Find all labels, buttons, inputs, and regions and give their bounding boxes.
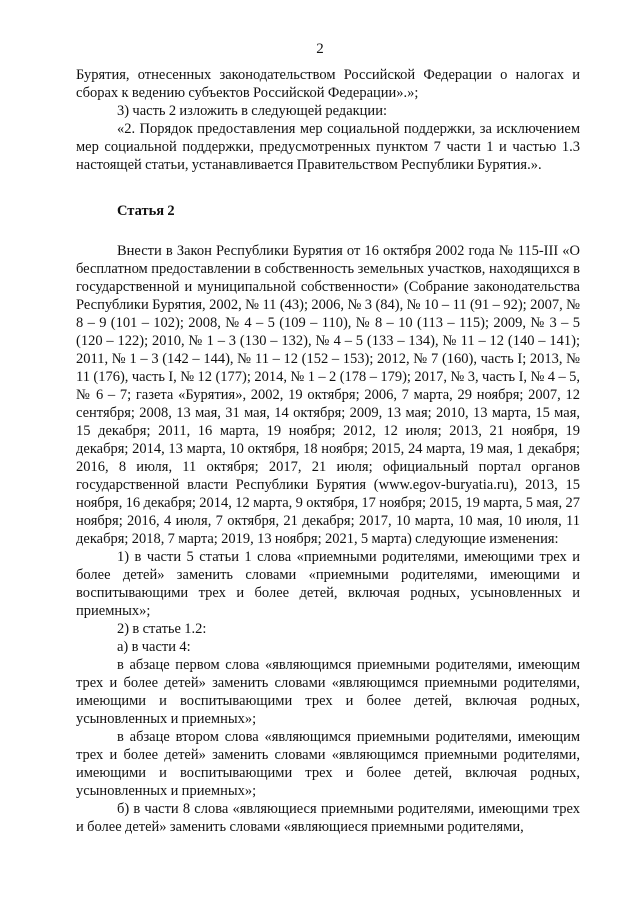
paragraph-subitem-b: б) в части 8 слова «являющиеся приемными родителями, имеющими трех и более детей» заменить словами «являющиеся приемными родителями,: [76, 801, 580, 835]
paragraph-abzac-1: в абзаце первом слова «являющимся приемными родителями, имеющим трех и более детей» заменить словами «являющимся приемными родителями, имеющими и воспитывающими трех и более детей, включая родных, усыновленных и приемных»;: [76, 657, 580, 727]
paragraph-item-2: 2) в статье 1.2:: [117, 621, 207, 637]
paragraph-subitem-a: а) в части 4:: [117, 639, 191, 655]
paragraph-amendment-intro: Внести в Закон Республики Бурятия от 16 октября 2002 года № 115-III «О бесплатном предоставлении в собственность земельных участков, находящихся в государственной и муниципальной собственности» (Собрание законодательства Республики Бурятия, 2002, № 11 (43); 2006, № 3 (84), № 10 – 11 (91 – 92); 2007, № 8 – 9 (101 – 102); 2008, № 4 – 5 (109 – 110), № 8 – 10 (113 – 115); 2009, № 3 – 5 (120 – 122); 2010, № 1 – 3 (130 – 132), № 4 – 5 (133 – 134), № 11 – 12 (140 – 141); 2011, № 1 – 3 (142 – 144), № 11 – 12 (152 – 153); 2012, № 7 (160), часть I; 2013, № 11 (176), часть I, № 12 (177); 2014, № 1 – 2 (178 – 179); 2017, № 3, часть I, № 4 – 5, № 6 – 7; газета «Бурятия», 2002, 19 октября; 2006, 7 марта, 29 ноября; 2007, 12 сентября; 2008, 13 мая, 31 мая, 14 октября; 2009, 13 мая; 2010, 13 марта, 15 мая, 15 декабря; 2011, 16 марта, 19 ноября; 2012, 12 июля; 2013, 21 ноября, 19 декабря; 2014, 13 марта, 10 октября, 18 ноября; 2015, 24 марта, 19 мая, 1 декабря; 2016, 8 июля, 11 октября; 2017, 21 июля; официальный портал органов государственной власти Республики Бурятия (www.egov-buryatia.ru), 2013, 15 ноября, 16 декабря; 2014, 12 марта, 9 октября, 17 ноября; 2015, 19 марта, 5 мая, 27 ноября; 2016, 4 июля, 7 октября, 21 декабря; 2017, 10 марта, 10 мая, 10 июля, 11 декабря; 2018, 7 марта; 2019, 13 ноября; 2021, 5 марта) следующие изменения:: [76, 243, 580, 547]
paragraph-item-1: 1) в части 5 статьи 1 слова «приемными родителями, имеющими трех и более детей» заменить словами «приемными родителями, имеющими и воспитывающими трех и более детей, включая родных, усыновленных и приемных»;: [76, 549, 580, 619]
document-body: [76, 66, 580, 836]
paragraph-quote: «2. Порядок предоставления мер социальной поддержки, за исключением мер социальной поддержки, предусмотренных пунктом 7 части 1 и частью 1.3 настоящей статьи, устанавливается Правительством Республики Бурятия.».: [76, 121, 580, 173]
paragraph-continuation: Бурятия, отнесенных законодательством Российской Федерации о налогах и сборах к ведению субъектов Российской Федерации».»;: [76, 67, 580, 101]
page-number: 2: [316, 41, 324, 57]
paragraph-item-3: 3) часть 2 изложить в следующей редакции:: [117, 103, 387, 119]
paragraph-abzac-2: в абзаце втором слова «являющимся приемными родителями, имеющим трех и более детей» заменить словами «являющимся приемными родителями, имеющими и воспитывающими трех и более детей, включая родных, усыновленных и приемных»;: [76, 729, 580, 799]
article-heading: Статья 2: [117, 203, 175, 219]
